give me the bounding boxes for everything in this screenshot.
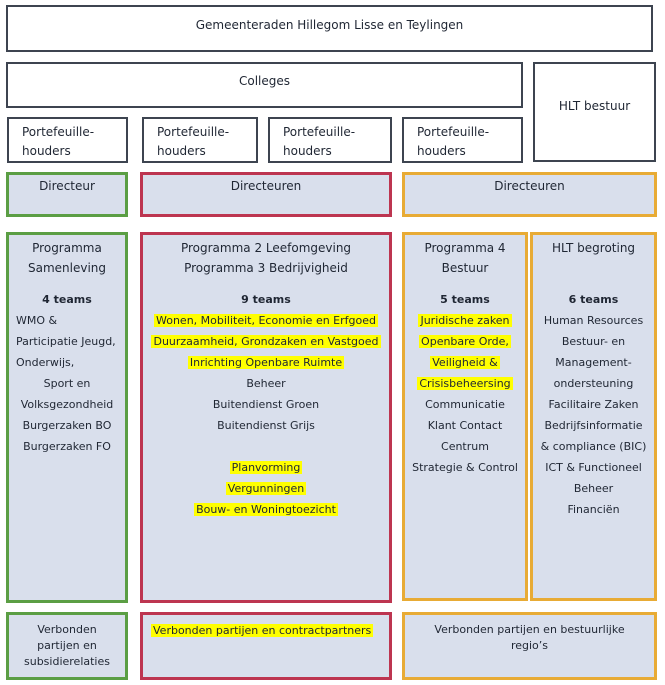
hlt-bestuur-label: HLT bestuur: [558, 99, 631, 113]
portefeuillehouders-label: Portefeuille-: [417, 125, 490, 139]
portefeuillehouders-label: Portefeuille-: [157, 125, 230, 139]
highlighted-team-item: Veiligheid &: [432, 356, 498, 369]
team-item: [146, 352, 386, 373]
director-box-directeuren-bestuur: [402, 172, 657, 217]
team-item: WMO &: [16, 314, 58, 327]
team-item: [146, 331, 386, 352]
team-item: Onderwijs,: [16, 356, 75, 369]
teams-count-label: 6 teams: [568, 293, 619, 306]
portefeuillehouders-label: Portefeuille-: [283, 125, 356, 139]
column-title: [405, 235, 525, 278]
portefeuillehouders-label: houders: [157, 144, 206, 158]
team-item: Klant Contact: [427, 419, 503, 432]
team-item: Management-: [555, 356, 632, 369]
teams-count-label: 4 teams: [42, 293, 92, 306]
highlighted-bottom-label: Verbonden partijen en contractpartners: [153, 624, 372, 637]
column-title-line: Programma: [32, 241, 102, 255]
portefeuillehouders-label: houders: [22, 144, 71, 158]
highlighted-team-item: Planvorming: [231, 461, 301, 474]
team-item: Human Resources: [543, 314, 644, 327]
highlighted-team-item: Crisisbeheersing: [419, 377, 511, 390]
team-item: [146, 478, 386, 499]
team-item: Strategie & Control: [412, 461, 518, 474]
team-item: Communicatie: [425, 398, 505, 411]
column-title-line: Programma 2 Leefomgeving: [180, 241, 352, 255]
highlighted-team-item: Juridische zaken: [420, 314, 510, 327]
team-item: Participatie Jeugd,: [16, 335, 116, 348]
column-title-line: Samenleving: [27, 261, 107, 275]
team-item: Burgerzaken FO: [23, 440, 111, 453]
highlighted-team-item: Wonen, Mobiliteit, Economie en Erfgoed: [156, 314, 376, 327]
director-label: Directeur: [39, 179, 95, 193]
teams-count-label: 9 teams: [241, 293, 291, 306]
program-column-bestuur: [402, 232, 528, 601]
team-item: Facilitaire Zaken: [548, 398, 639, 411]
team-item: & compliance (BIC): [540, 440, 647, 453]
bottom-box-line: regio’s: [510, 639, 549, 652]
team-item: Bedrijfsinformatie: [544, 419, 643, 432]
director-box-directeur-samenleving: [6, 172, 128, 217]
team-item: ICT & Functioneel: [545, 461, 642, 474]
team-item: Buitendienst Grijs: [217, 419, 315, 432]
team-list-spacer: [146, 436, 386, 457]
highlighted-team-item: Inrichting Openbare Ruimte: [189, 356, 343, 369]
bottom-box-line: [151, 623, 389, 639]
bottom-box-line: Verbonden: [37, 623, 97, 636]
highlighted-team-item: Bouw- en Woningtoezicht: [196, 503, 336, 516]
team-item: [408, 352, 522, 373]
team-item: Centrum: [441, 440, 489, 453]
colleges-label: Colleges: [238, 74, 291, 88]
team-item: [408, 373, 522, 394]
portefeuillehouders-label: houders: [417, 144, 466, 158]
portefeuillehouders-label: Portefeuille-: [22, 125, 95, 139]
team-list: [9, 310, 125, 457]
team-list: [533, 310, 654, 520]
team-item: Volksgezondheid: [20, 398, 114, 411]
column-title: [533, 235, 654, 278]
director-label: Directeuren: [230, 179, 302, 193]
column-title: [143, 235, 389, 278]
team-list: [405, 310, 525, 478]
director-box-directeuren-leefomgeving: [140, 172, 392, 217]
hlt-bestuur-box: [533, 62, 656, 162]
portefeuillehouders-box: [142, 117, 258, 163]
portefeuillehouders-box: [268, 117, 392, 163]
column-title-line: Bestuur: [441, 261, 489, 275]
team-item: Beheer: [573, 482, 614, 495]
portefeuillehouders-box: [402, 117, 523, 163]
bottom-box-verbonden-bestuurlijke-regios: [402, 612, 657, 680]
team-item: [146, 310, 386, 331]
teams-count-label: 5 teams: [440, 293, 490, 306]
column-title: [9, 235, 125, 278]
bottom-box-line: partijen en: [37, 639, 97, 652]
highlighted-team-item: Openbare Orde,: [421, 335, 509, 348]
program-column-samenleving: [6, 232, 128, 603]
column-title-line: Programma 4: [424, 241, 506, 255]
bottom-box-verbonden-contractpartners: [140, 612, 392, 680]
team-item: Bestuur- en: [561, 335, 626, 348]
gemeenteraden-box: [6, 5, 653, 52]
team-item: Beheer: [246, 377, 286, 390]
team-item: [146, 499, 386, 520]
program-column-leefomgeving-bedrijvigheid: [140, 232, 392, 603]
gemeenteraden-title: Gemeenteraden Hillegom Lisse en Teylingen: [195, 18, 464, 32]
portefeuillehouders-label: houders: [283, 144, 332, 158]
portefeuillehouders-box: [7, 117, 128, 163]
team-item: ondersteuning: [553, 377, 634, 390]
team-item: [408, 310, 522, 331]
team-item: [146, 457, 386, 478]
column-title-line: Programma 3 Bedrijvigheid: [184, 261, 348, 275]
team-item: Financiën: [567, 503, 620, 516]
team-item: Burgerzaken BO: [22, 419, 112, 432]
bottom-box-verbonden-subsidierelaties: [6, 612, 128, 680]
team-item: [408, 331, 522, 352]
bottom-box-line: subsidierelaties: [24, 655, 110, 668]
team-list: [143, 310, 389, 520]
highlighted-team-item: Duurzaamheid, Grondzaken en Vastgoed: [153, 335, 379, 348]
program-column-hlt-begroting: [530, 232, 657, 601]
colleges-box: [6, 62, 523, 108]
column-title-line: HLT begroting: [551, 241, 636, 255]
team-item: Sport en: [43, 377, 91, 390]
team-item: Buitendienst Groen: [212, 398, 320, 411]
highlighted-team-item: Vergunningen: [227, 482, 305, 495]
director-label: Directeuren: [494, 179, 565, 193]
bottom-box-line: Verbonden partijen en bestuurlijke: [434, 623, 625, 636]
